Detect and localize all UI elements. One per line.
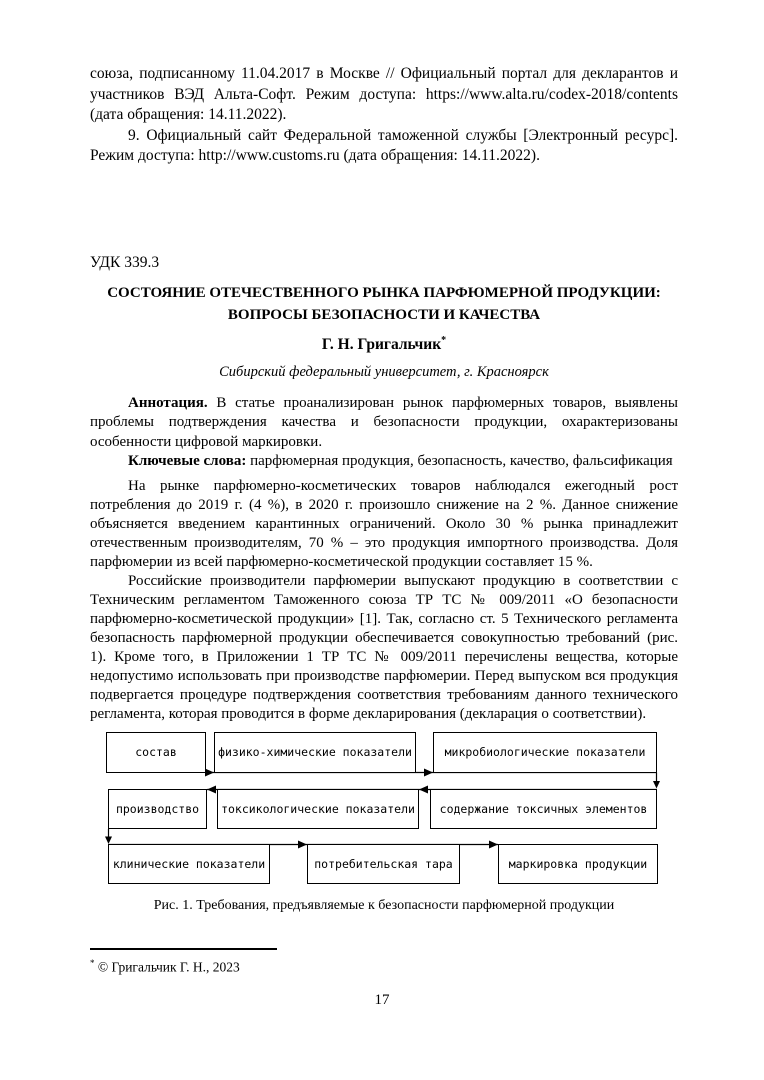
reference-9: 9. Официальный сайт Федеральной таможенной службы [Электронный ресурс]. Режим доступа: http://www.customs.ru (дата обращения: 14.11.2022). bbox=[90, 126, 678, 164]
keywords-text: парфюмерная продукция, безопасность, качество, фальсификация bbox=[250, 453, 673, 470]
author-name: Г. Н. Григальчик bbox=[321, 335, 442, 353]
arrow-right-into-packaging-icon bbox=[298, 840, 307, 848]
figure-1 bbox=[90, 732, 678, 915]
page-number: 17 bbox=[374, 992, 390, 1008]
article-title bbox=[90, 282, 678, 326]
safety-requirements-diagram bbox=[104, 732, 660, 885]
box-toxic-elements-content: содержание токсичных элементов bbox=[430, 789, 657, 829]
figure-caption: Рис. 1. Требования, предъявляемые к безопасности парфюмерной продукции bbox=[153, 897, 615, 913]
footnote-mark: * bbox=[90, 958, 95, 968]
article-title-line-1: СОСТОЯНИЕ ОТЕЧЕСТВЕННОГО РЫНКА ПАРФЮМЕРНОЙ ПРОДУКЦИИ: bbox=[107, 284, 661, 301]
author-line bbox=[90, 330, 678, 355]
arrow-right-into-labeling-icon bbox=[489, 840, 498, 848]
arrow-left-into-production-icon bbox=[207, 785, 216, 793]
footnote-text: © Григальчик Г. Н., 2023 bbox=[97, 959, 240, 975]
box-consumer-packaging: потребительская тара bbox=[307, 844, 460, 884]
abstract-label: Аннотация. bbox=[128, 394, 208, 411]
box-composition: состав bbox=[106, 732, 206, 773]
affiliation: Сибирский федеральный университет, г. Красноярск bbox=[219, 363, 549, 380]
abstract-paragraph bbox=[90, 394, 678, 453]
udc-code: УДК 339.3 bbox=[90, 253, 160, 271]
page-content bbox=[90, 64, 678, 915]
body-paragraph-1: На рынке парфюмерно-косметических товаров наблюдался ежегодный рост потребления до 2019 г. (4 %), в 2020 г. произошло снижение на 2 %. Данное снижение объясняется введением карантинных ограничений. Около 30 % рынка принадлежит отечественным производителям, 70 % – это продукция импортного производства. Доля парфюмерии из всей парфюмерно-косметической продукции составляет 15 %. bbox=[90, 477, 678, 570]
arrow-right-into-physchem-icon bbox=[205, 768, 214, 776]
footnote-block bbox=[90, 948, 410, 976]
keywords-label: Ключевые слова: bbox=[128, 453, 247, 470]
arrow-right-into-microbio-icon bbox=[424, 768, 433, 776]
footnote-text-line bbox=[90, 955, 410, 976]
box-microbiological-indicators: микробиологические показатели bbox=[433, 732, 657, 773]
article-title-line-2: ВОПРОСЫ БЕЗОПАСНОСТИ И КАЧЕСТВА bbox=[227, 306, 541, 323]
box-toxicological-indicators: токсикологические показатели bbox=[217, 789, 419, 829]
abstract-text: В статье проанализирован рынок парфюмерных товаров, выявлены проблемы подтверждения качества и безопасности продукции, охарактеризованы особенности цифровой маркировки. bbox=[90, 394, 679, 450]
arrow-down-into-clinical-icon bbox=[105, 836, 112, 844]
author-footnote-mark: * bbox=[441, 334, 447, 346]
box-clinical-indicators: клинические показатели bbox=[108, 844, 270, 884]
reference-8-continuation: союза, подписанному 11.04.2017 в Москве // Официальный портал для декларантов и участников ВЭД Альта-Софт. Режим доступа: https://www.alta.ru/codex-2018/contents (дата обращения: 14.11.2022). bbox=[90, 65, 678, 123]
box-production: производство bbox=[108, 789, 207, 829]
body-paragraph-2: Российские производители парфюмерии выпускают продукцию в соответствии с Техническим регламентом Таможенного союза ТР ТС № 009/2011 «О безопасности парфюмерно-косметической продукции» [1]. Так, согласно ст. 5 Технического регламента безопасность парфюмерной продукции обеспечивается совокупностью требований (рис. 1). Кроме того, в Приложении 1 ТР ТС № 009/2011 перечислены вещества, которые недопустимо использовать при производстве парфюмерии. Перед выпуском вся продукция подвергается процедуре подтверждения соответствия требованиям данного технического регламента, которая проводится в форме декларирования (декларация о соответствии). bbox=[90, 572, 678, 722]
keywords-paragraph bbox=[90, 452, 678, 472]
arrow-left-into-toxicological-icon bbox=[419, 785, 428, 793]
box-product-labeling: маркировка продукции bbox=[498, 844, 658, 884]
box-physico-chemical-indicators: физико-химические показатели bbox=[214, 732, 416, 773]
arrow-down-into-toxic-elements-icon bbox=[653, 781, 660, 789]
footnote-rule bbox=[90, 948, 277, 950]
